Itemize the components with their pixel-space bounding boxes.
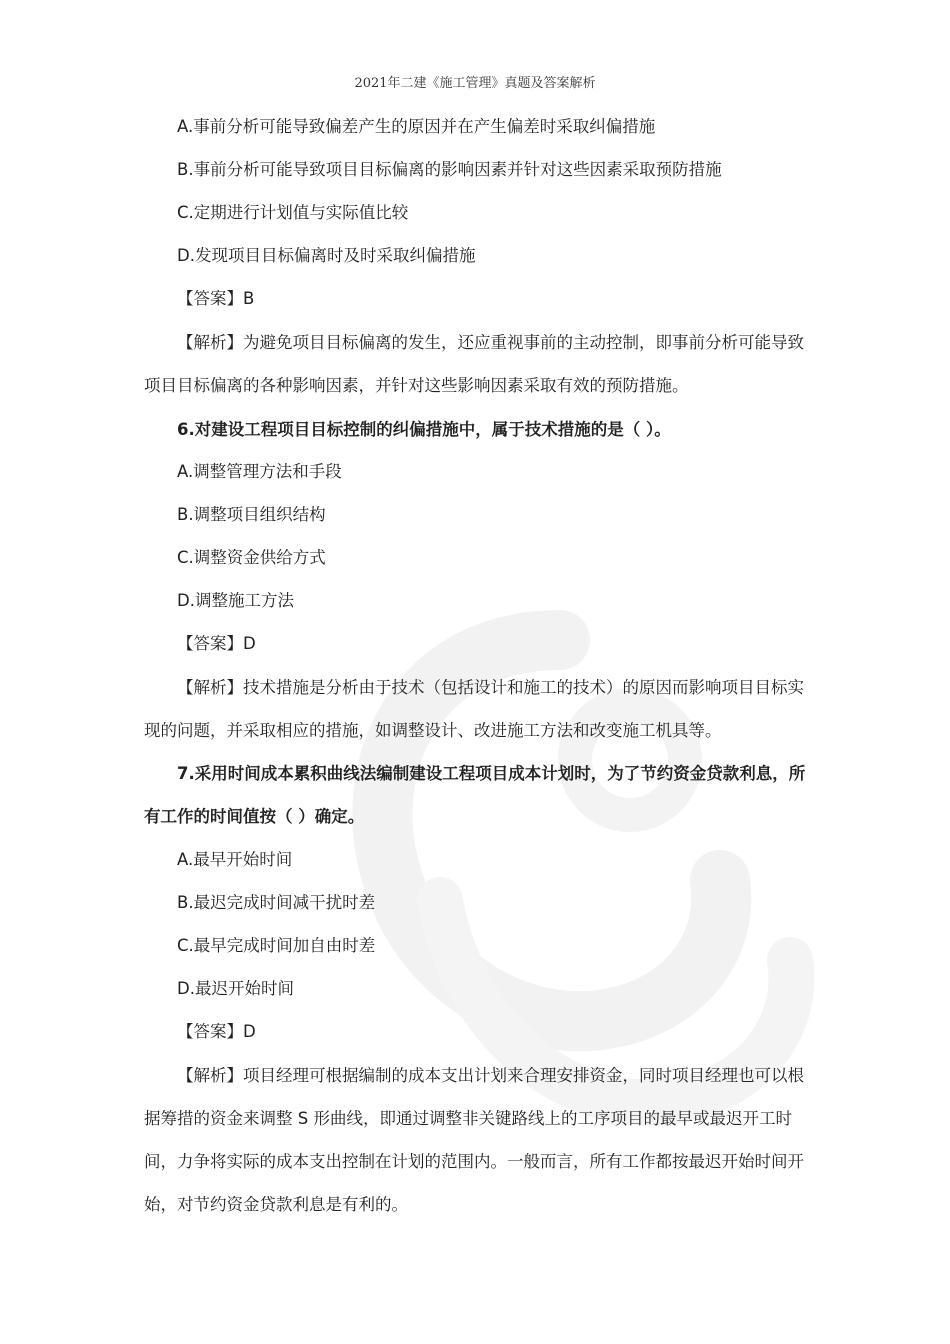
q7-analysis-line-2: 据筹措的资金来调整 S 形曲线，即通过调整非关键路线上的工序项目的最早或最迟开工时 bbox=[144, 1109, 792, 1128]
q5-option-b: B.事前分析可能导致项目目标偏离的影响因素并针对这些因素采取预防措施 bbox=[177, 160, 722, 179]
q5-analysis-line-1: 【解析】为避免项目目标偏离的发生，还应重视事前的主动控制，即事前分析可能导致 bbox=[177, 333, 804, 352]
q5-option-d: D.发现项目目标偏离时及时采取纠偏措施 bbox=[177, 246, 476, 265]
q7-option-b: B.最迟完成时间减干扰时差 bbox=[177, 893, 376, 912]
q7-analysis-line-3: 间，力争将实际的成本支出控制在计划的范围内。一般而言，所有工作都按最迟开始时间开 bbox=[144, 1152, 804, 1171]
q6-analysis-line-1: 【解析】技术措施是分析由于技术（包括设计和施工的技术）的原因而影响项目目标实 bbox=[177, 678, 804, 697]
q5-analysis-line-2: 项目目标偏离的各种影响因素，并针对这些影响因素采取有效的预防措施。 bbox=[144, 376, 689, 395]
q7-answer: 【答案】D bbox=[177, 1022, 256, 1041]
q7-analysis-line-1: 【解析】项目经理可根据编制的成本支出计划来合理安排资金，同时项目经理也可以根 bbox=[177, 1066, 804, 1085]
q6-answer: 【答案】D bbox=[177, 634, 256, 653]
q6-option-c: C.调整资金供给方式 bbox=[177, 548, 326, 567]
q7-question-line-2: 有工作的时间值按（ ）确定。 bbox=[144, 807, 365, 826]
q6-option-a: A.调整管理方法和手段 bbox=[177, 462, 342, 481]
q6-option-b: B.调整项目组织结构 bbox=[177, 505, 326, 524]
q5-answer: 【答案】B bbox=[177, 289, 255, 308]
q6-analysis-line-2: 现的问题，并采取相应的措施，如调整设计、改进施工方法和改变施工机具等。 bbox=[144, 721, 722, 740]
q7-analysis-line-4: 始，对节约资金贷款利息是有利的。 bbox=[144, 1195, 408, 1214]
q5-option-a: A.事前分析可能导致偏差产生的原因并在产生偏差时采取纠偏措施 bbox=[177, 117, 656, 136]
page-header: 2021年二建《施工管理》真题及答案解析 bbox=[354, 76, 596, 91]
q7-option-d: D.最迟开始时间 bbox=[177, 979, 294, 998]
q7-option-c: C.最早完成时间加自由时差 bbox=[177, 936, 376, 955]
q7-option-a: A.最早开始时间 bbox=[177, 850, 293, 869]
q5-option-c: C.定期进行计划值与实际值比较 bbox=[177, 203, 409, 222]
q6-question: 6.对建设工程项目目标控制的纠偏措施中，属于技术措施的是（ ）。 bbox=[177, 420, 671, 439]
q6-option-d: D.调整施工方法 bbox=[177, 591, 294, 610]
q7-question-line-1: 7.采用时间成本累积曲线法编制建设工程项目成本计划时，为了节约资金贷款利息，所 bbox=[177, 764, 806, 783]
